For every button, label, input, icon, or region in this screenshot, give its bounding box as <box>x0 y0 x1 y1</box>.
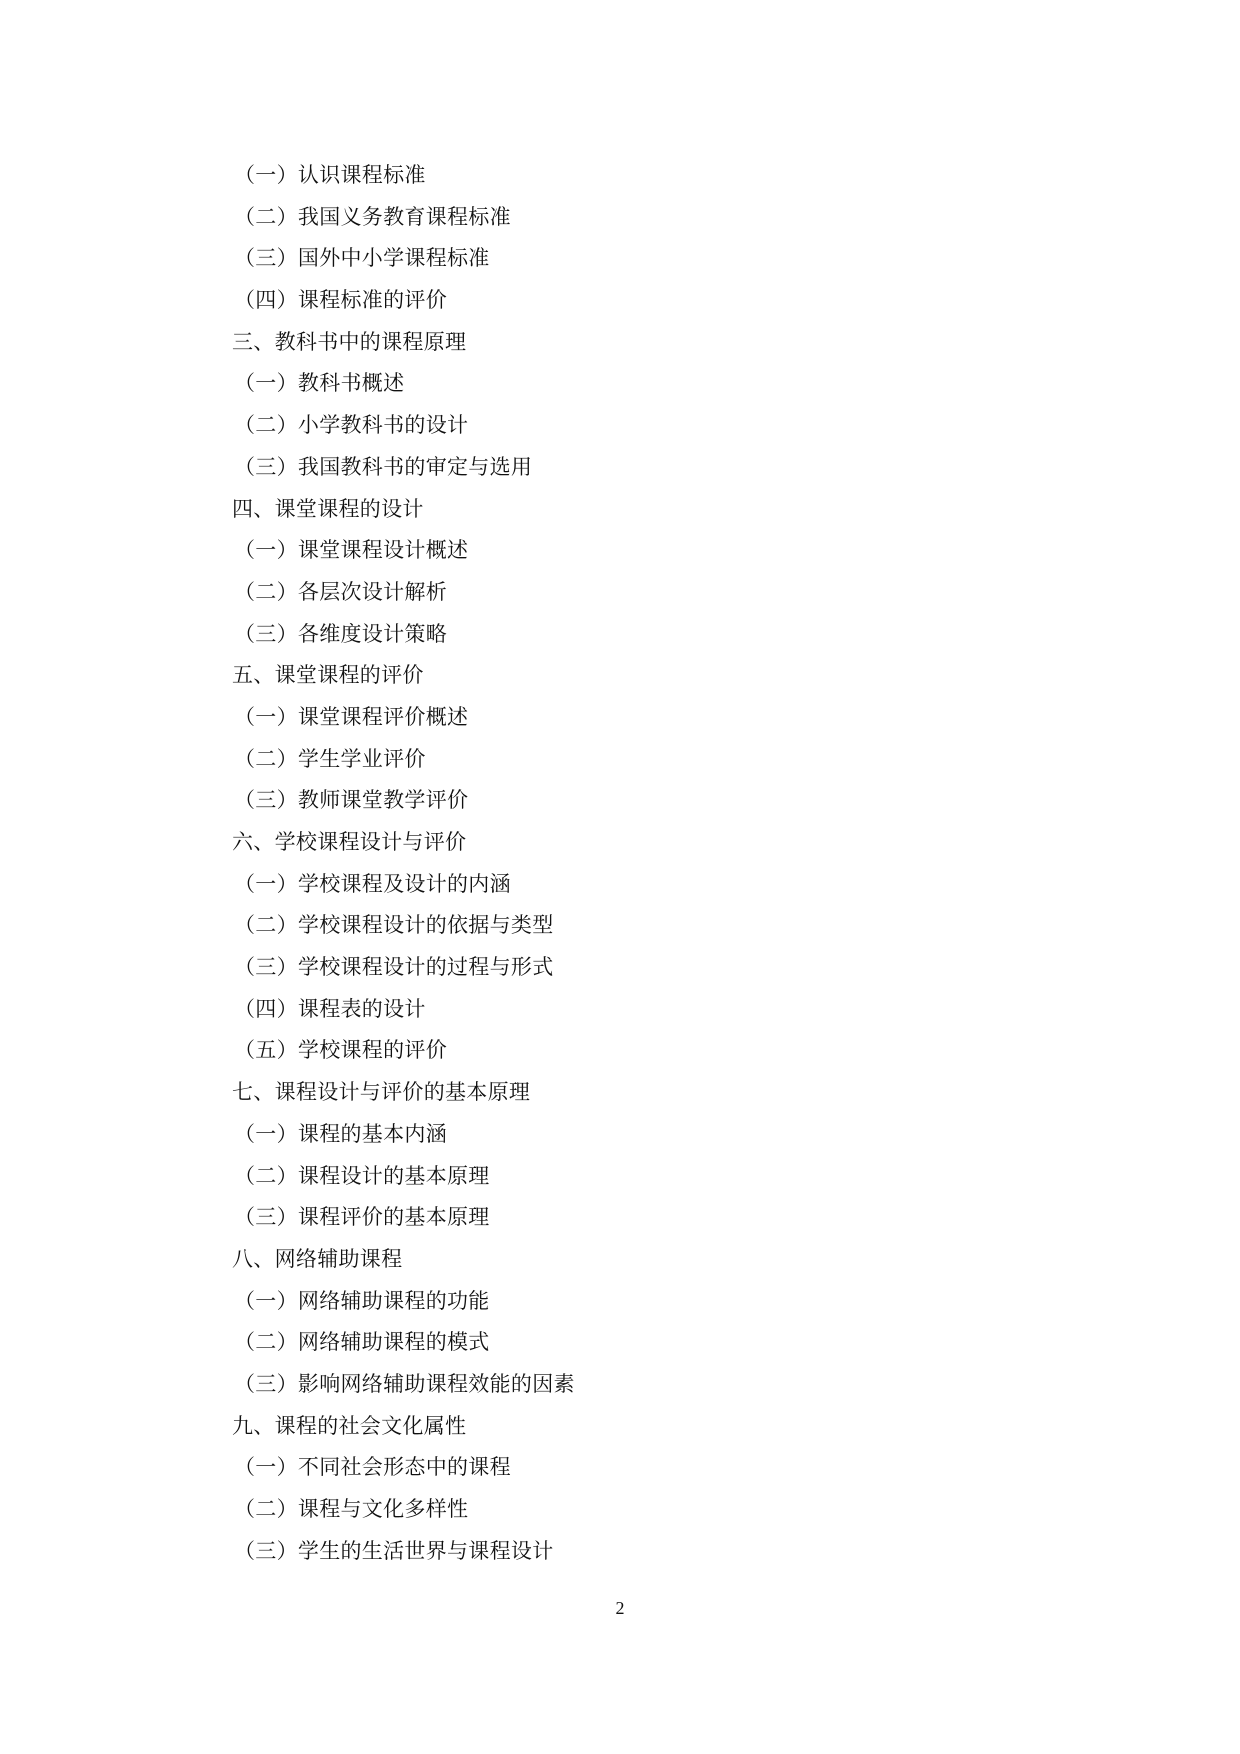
outline-item: （三）学校课程设计的过程与形式 <box>234 955 554 980</box>
outline-item: 八、网络辅助课程 <box>232 1246 403 1271</box>
outline-item: （一）课程的基本内涵 <box>234 1121 447 1146</box>
outline-item: （三）我国教科书的审定与选用 <box>234 454 533 479</box>
outline-item: （一）学校课程及设计的内涵 <box>234 871 511 896</box>
outline-item: （三）国外中小学课程标准 <box>234 246 490 271</box>
outline-item: （二）学校课程设计的依据与类型 <box>234 913 554 938</box>
outline-item: （一）网络辅助课程的功能 <box>234 1288 490 1313</box>
outline-item: 四、课堂课程的设计 <box>232 496 424 521</box>
outline-item: （三）各维度设计策略 <box>234 621 447 646</box>
outline-item: （一）认识课程标准 <box>234 163 426 187</box>
outline-item: （一）课堂课程评价概述 <box>234 704 469 729</box>
outline-item: 九、课程的社会文化属性 <box>232 1413 467 1438</box>
outline-item: （四）课程标准的评价 <box>234 288 447 313</box>
outline-item: （三）课程评价的基本原理 <box>234 1205 490 1230</box>
outline-item: （一）教科书概述 <box>234 371 405 396</box>
outline-item: （二）网络辅助课程的模式 <box>234 1330 490 1355</box>
page-number: 2 <box>615 1598 625 1618</box>
outline-item: 三、教科书中的课程原理 <box>232 329 467 354</box>
outline-item: （三）学生的生活世界与课程设计 <box>234 1538 554 1563</box>
outline-item: 七、课程设计与评价的基本原理 <box>232 1080 531 1105</box>
outline-item: 五、课堂课程的评价 <box>232 663 424 688</box>
outline-item: （五）学校课程的评价 <box>234 1038 447 1063</box>
outline-item: （二）学生学业评价 <box>234 746 426 771</box>
outline-item: （二）课程与文化多样性 <box>234 1497 469 1521</box>
course-outline <box>232 155 575 1572</box>
outline-item: （二）我国义务教育课程标准 <box>234 204 511 229</box>
outline-item: 六、学校课程设计与评价 <box>232 830 467 854</box>
outline-item: （一）不同社会形态中的课程 <box>234 1455 511 1480</box>
outline-item: （一）课堂课程设计概述 <box>234 538 469 563</box>
outline-item: （三）影响网络辅助课程效能的因素 <box>234 1371 575 1396</box>
outline-item: （四）课程表的设计 <box>234 996 426 1021</box>
outline-item: （二）小学教科书的设计 <box>234 413 469 438</box>
outline-item: （二）课程设计的基本原理 <box>234 1163 490 1188</box>
outline-item: （二）各层次设计解析 <box>234 579 447 604</box>
outline-item: （三）教师课堂教学评价 <box>234 788 469 813</box>
